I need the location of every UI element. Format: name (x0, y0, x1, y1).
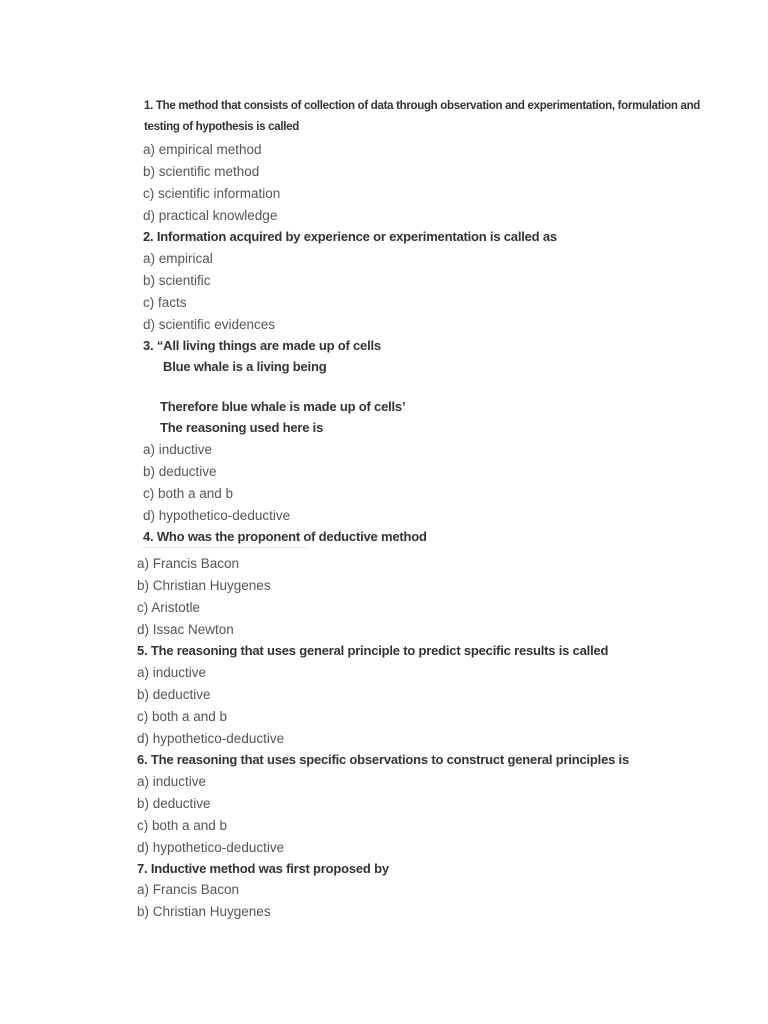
question-1-option-c: c) scientific information (143, 186, 281, 201)
question-2-option-d: d) scientific evidences (143, 317, 276, 332)
question-4-text: 4. Who was the proponent of deductive method (143, 529, 427, 544)
question-2-option-a: a) empirical (143, 251, 213, 266)
question-1-option-b: b) scientific method (143, 164, 260, 179)
question-5-option-a: a) inductive (137, 665, 207, 680)
question-3-text-line-1: 3. “All living things are made up of cells (143, 338, 381, 353)
question-3-text-line-3: Therefore blue whale is made up of cells’ (160, 399, 406, 414)
question-5-text: 5. The reasoning that uses general principle to predict specific results is called (137, 643, 609, 658)
question-6-option-d: d) hypothetico-deductive (137, 840, 285, 855)
question-6-option-b: b) deductive (137, 796, 211, 811)
question-4-option-d: d) Issac Newton (137, 622, 234, 637)
question-1-option-a: a) empirical method (143, 142, 262, 157)
question-3-option-a: a) inductive (143, 442, 213, 457)
question-7-text: 7. Inductive method was first proposed by (137, 861, 389, 876)
question-1-text-line-2: testing of hypothesis is called (144, 121, 299, 133)
question-5-option-d: d) hypothetico-deductive (137, 731, 285, 746)
question-3-option-c: c) both a and b (143, 486, 234, 501)
question-4-divider (142, 547, 307, 548)
question-5-option-b: b) deductive (137, 687, 211, 702)
question-6-option-c: c) both a and b (137, 818, 228, 833)
question-6-option-a: a) inductive (137, 774, 207, 789)
question-3-option-b: b) deductive (143, 464, 217, 479)
question-3-text-line-2: Blue whale is a living being (163, 359, 327, 374)
question-6-text: 6. The reasoning that uses specific observations to construct general principles is (137, 752, 629, 767)
question-7-option-a: a) Francis Bacon (137, 882, 240, 897)
question-1-text-line-1: 1. The method that consists of collection of data through observation and experimentation, formulation and (144, 100, 701, 112)
question-2-option-b: b) scientific (143, 273, 211, 288)
question-5-option-c: c) both a and b (137, 709, 228, 724)
question-7-option-b: b) Christian Huygenes (137, 904, 271, 919)
question-4-option-a: a) Francis Bacon (137, 556, 240, 571)
question-3-text-line-4: The reasoning used here is (160, 420, 324, 435)
question-2-option-c: c) facts (143, 295, 187, 310)
question-4-option-c: c) Aristotle (137, 600, 201, 615)
question-1-option-d: d) practical knowledge (143, 208, 278, 223)
question-2-text: 2. Information acquired by experience or experimentation is called as (143, 229, 557, 244)
question-3-option-d: d) hypothetico-deductive (143, 508, 291, 523)
question-4-option-b: b) Christian Huygenes (137, 578, 271, 593)
